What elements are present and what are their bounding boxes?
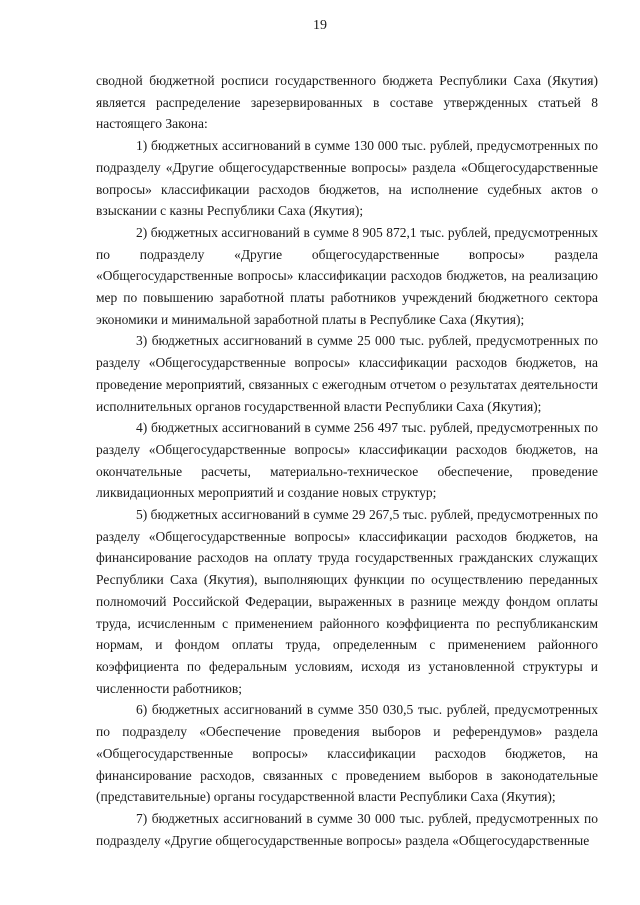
paragraph-item-6: 6) бюджетных ассигнований в сумме 350 030,5 тыс. рублей, предусмотренных по подразделу «Обеспечение проведения выборов и референдумов» раздела «Общегосударственные вопросы» классификации расходов бюджетов, на финансирование расходов, связанных с проведением выборов в законодательные (представительные) органы государственной власти Республики Саха (Якутия); [96,702,598,805]
paragraph-item-7: 7) бюджетных ассигнований в сумме 30 000 тыс. рублей, предусмотренных по подразделу «Другие общегосударственные вопросы» раздела «Общегосударственные [96,810,598,848]
paragraph-item-1: 1) бюджетных ассигнований в сумме 130 000 тыс. рублей, предусмотренных по подразделу «Другие общегосударственные вопросы» раздела «Общегосударственные вопросы» классификации расходов бюджетов, на исполнение судебных актов о взыскании с казны Республики Саха (Якутия); [96,138,598,219]
paragraph-item-2: 2) бюджетных ассигнований в сумме 8 905 872,1 тыс. рублей, предусмотренных по подразделу «Другие общегосударственные вопросы» раздела «Общегосударственные вопросы» классификации расходов бюджетов, на реализацию мер по повышению заработной платы работников учреждений бюджетного сектора экономики и минимальной заработной платы в Республике Саха (Якутия); [96,224,598,327]
paragraph-item-3: 3) бюджетных ассигнований в сумме 25 000 тыс. рублей, предусмотренных по разделу «Общегосударственные вопросы» классификации расходов бюджетов, на проведение мероприятий, связанных с ежегодным отчетом о результатах деятельности исполнительных органов государственной власти Республики Саха (Якутия); [96,333,598,414]
document-body [96,70,598,851]
paragraph-item-4: 4) бюджетных ассигнований в сумме 256 497 тыс. рублей, предусмотренных по разделу «Общегосударственные вопросы» классификации расходов бюджетов, на окончательные расчеты, материально-техническое обеспечение, проведение ликвидационных мероприятий и создание новых структур; [96,420,598,501]
paragraph-intro: сводной бюджетной росписи государственного бюджета Республики Саха (Якутия) является распределение зарезервированных в составе утвержденных статьей 8 настоящего Закона: [96,73,598,132]
paragraph-item-5: 5) бюджетных ассигнований в сумме 29 267,5 тыс. рублей, предусмотренных по разделу «Общегосударственные вопросы» классификации расходов бюджетов, на финансирование расходов на оплату труда государственных гражданских служащих Республики Саха (Якутия), выполняющих функции по осуществлению переданных полномочий Российской Федерации, выраженных в разнице между фондом оплаты труда, исчисленным с применением районного коэффициента по республиканским нормам, и фондом оплаты труда, определенным с применением районного коэффициента по федеральным условиям, исходя из установленной структуры и численности работников; [96,507,598,696]
page-number: 19 [313,18,327,33]
